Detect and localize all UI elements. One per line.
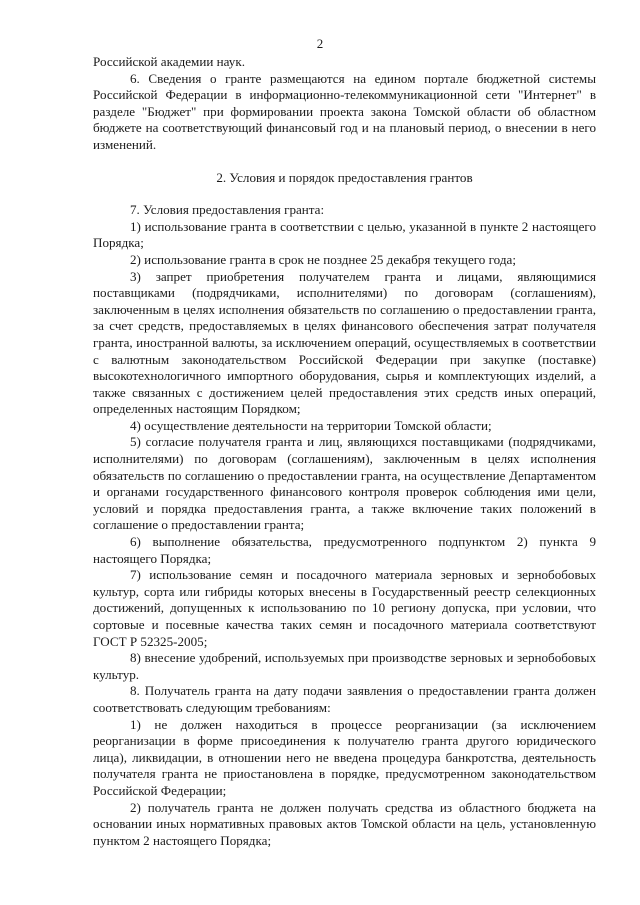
clause-7-item-1: 1) использование гранта в соответствии с целью, указанной в пункте 2 настоящего Порядка; [93,218,596,251]
continuation-text: Российской академии наук. [93,54,245,69]
clause-7-item-5: 5) согласие получателя гранта и лиц, являющихся поставщиками (подрядчиками, исполнителями) по договорам (соглашениям), заключенным в целях исполнения обязательств по соглашению о предоставлении гранта, на осуществление Департаментом и органами государственного финансового контроля проверок соблюдения ими цели, условий и порядка предоставления гранта, а также включение таких положений в соглашение о предоставлении гранта; [93,434,596,533]
clause-7-intro: 7. Условия предоставления гранта: [130,202,325,218]
clause-7-item-6: 6) выполнение обязательства, предусмотренного подпунктом 2) пункта 9 настоящего Порядка; [93,534,596,566]
clause-7-item-4: 4) осуществление деятельности на территории Томской области; [130,417,492,433]
clause-7-item-7: 7) использование семян и посадочного материала зерновых и зернобобовых культур, сорта или гибриды которых внесены в Государственный реестр селекционных достижений, допущенных к использованию по 10 региону допуска, при условии, что сортовые и посевные качества таких семян и посадочного материала соответствуют ГОСТ Р 52325-2005; [93,567,596,649]
clause-7-item-8: 8) внесение удобрений, используемых при производстве зерновых и зернобобовых культур. [93,650,596,682]
page-number: 2 [316,36,324,51]
paragraph-6: 6. Сведения о гранте размещаются на едином портале бюджетной системы Российской Федерации в информационно-телекоммуникационной сети "Интернет" в разделе "Бюджет" при формировании проекта закона Томской области об областном бюджете на соответствующий финансовый год и на плановый период, о внесении в него изменений. [93,70,596,152]
document-body [93,54,596,849]
section-2-heading: 2. Условия и порядок предоставления грантов [216,169,473,185]
clause-7-item-2: 2) использование гранта в срок не позднее 25 декабря текущего года; [130,251,516,267]
clause-8-item-1: 1) не должен находиться в процессе реорганизации (за исключением реорганизации в форме присоединения к получателю гранта другого юридического лица), ликвидации, в отношении него не введена процедура банкротства, деятельность получателя гранта не приостановлена в порядке, предусмотренном законодательством Российской Федерации; [93,716,596,798]
clause-8-item-2: 2) получатель гранта не должен получать средства из областного бюджета на основании иных нормативных правовых актов Томской области на цель, установленную пунктом 2 настоящего Порядка; [93,799,596,848]
clause-8-intro: 8. Получатель гранта на дату подачи заявления о предоставлении гранта должен соответствовать следующим требованиям: [93,683,596,715]
clause-7-item-3: 3) запрет приобретения получателем гранта и лицами, являющимися поставщиками (подрядчиками, исполнителями) по договорам (соглашениям), заключенным в целях исполнения обязательств по соглашению о предоставлении гранта, за счет средств, предоставляемых в целях финансового обеспечения затрат получателя гранта, иностранной валюты, за исключением операций, осуществляемых в соответствии с валютным законодательством Российской Федерации при закупке (поставке) высокотехнологичного импортного оборудования, сырья и комплектующих изделий, а также связанных с достижением целей предоставления этих средств иных операций, определенных настоящим Порядком; [93,268,596,417]
